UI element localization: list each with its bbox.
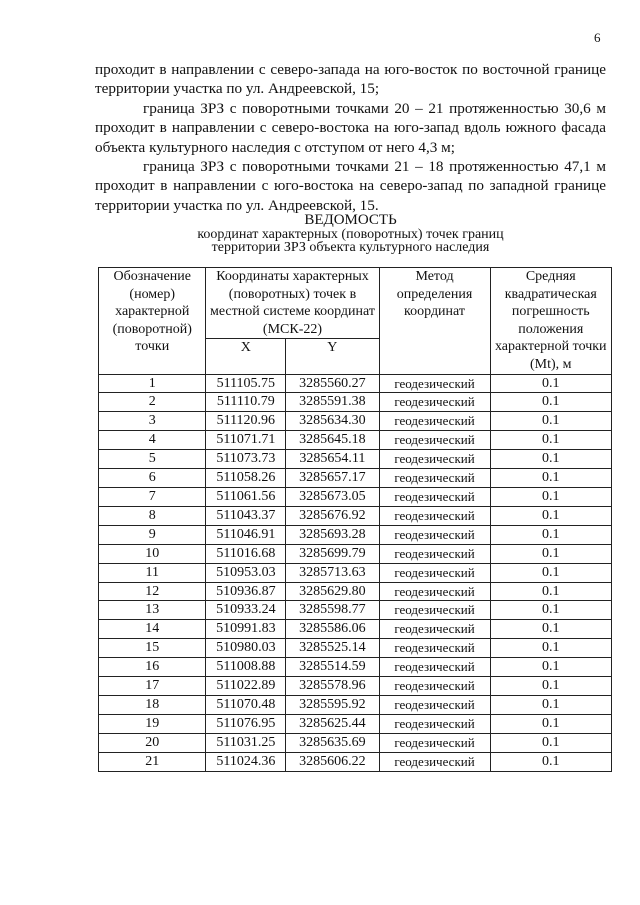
- table-row: [99, 544, 612, 563]
- cell-y: 3285606.22: [286, 752, 379, 771]
- cell-point: 6: [99, 469, 206, 488]
- cell-method: геодезический: [379, 639, 490, 658]
- cell-y: 3285625.44: [286, 714, 379, 733]
- cell-method: геодезический: [379, 677, 490, 696]
- cell-x: 510991.83: [206, 620, 286, 639]
- cell-x: 510936.87: [206, 582, 286, 601]
- cell-error: 0.1: [490, 450, 611, 469]
- cell-error: 0.1: [490, 639, 611, 658]
- cell-method: геодезический: [379, 620, 490, 639]
- cell-method: геодезический: [379, 525, 490, 544]
- title-line: координат характерных (поворотных) точек границ: [197, 227, 504, 242]
- table-row: [99, 506, 612, 525]
- cell-x: 511070.48: [206, 695, 286, 714]
- header-method: Метод определения координат: [379, 268, 490, 375]
- cell-method: геодезический: [379, 714, 490, 733]
- header-coords: Координаты характерных (поворотных) точек в местной системе координат (МСК-22): [206, 268, 379, 339]
- cell-method: геодезический: [379, 450, 490, 469]
- cell-method: геодезический: [379, 488, 490, 507]
- cell-x: 511110.79: [206, 393, 286, 412]
- cell-x: 511058.26: [206, 469, 286, 488]
- cell-method: геодезический: [379, 544, 490, 563]
- cell-y: 3285595.92: [286, 695, 379, 714]
- header-point: Обозначение (номер) характерной (поворотной) точки: [99, 268, 206, 375]
- cell-x: 510953.03: [206, 563, 286, 582]
- cell-point: 9: [99, 525, 206, 544]
- cell-x: 511008.88: [206, 658, 286, 677]
- cell-x: 511016.68: [206, 544, 286, 563]
- cell-error: 0.1: [490, 714, 611, 733]
- cell-method: геодезический: [379, 601, 490, 620]
- cell-method: геодезический: [379, 506, 490, 525]
- cell-error: 0.1: [490, 601, 611, 620]
- cell-x: 511120.96: [206, 412, 286, 431]
- cell-point: 20: [99, 733, 206, 752]
- table-row: [99, 488, 612, 507]
- cell-point: 2: [99, 393, 206, 412]
- table-row: [99, 563, 612, 582]
- cell-error: 0.1: [490, 469, 611, 488]
- cell-y: 3285525.14: [286, 639, 379, 658]
- cell-method: геодезический: [379, 658, 490, 677]
- cell-y: 3285634.30: [286, 412, 379, 431]
- cell-point: 12: [99, 582, 206, 601]
- cell-error: 0.1: [490, 393, 611, 412]
- cell-error: 0.1: [490, 506, 611, 525]
- table-row: [99, 525, 612, 544]
- cell-method: геодезический: [379, 374, 490, 393]
- paragraph: проходит в направлении с северо-запада на юго-восток по восточной границе территории участка по ул. Андреевской, 15;: [95, 61, 606, 98]
- cell-y: 3285645.18: [286, 431, 379, 450]
- cell-method: геодезический: [379, 563, 490, 582]
- cell-y: 3285560.27: [286, 374, 379, 393]
- cell-x: 511031.25: [206, 733, 286, 752]
- cell-point: 1: [99, 374, 206, 393]
- cell-point: 4: [99, 431, 206, 450]
- cell-method: геодезический: [379, 752, 490, 771]
- cell-method: геодезический: [379, 695, 490, 714]
- cell-point: 18: [99, 695, 206, 714]
- table-row: [99, 752, 612, 771]
- table-row: [99, 695, 612, 714]
- cell-error: 0.1: [490, 412, 611, 431]
- cell-method: геодезический: [379, 431, 490, 450]
- cell-error: 0.1: [490, 374, 611, 393]
- cell-point: 5: [99, 450, 206, 469]
- cell-error: 0.1: [490, 525, 611, 544]
- table-row: [99, 469, 612, 488]
- cell-point: 3: [99, 412, 206, 431]
- cell-point: 16: [99, 658, 206, 677]
- cell-point: 10: [99, 544, 206, 563]
- table-row: [99, 450, 612, 469]
- cell-method: геодезический: [379, 412, 490, 431]
- table-row: [99, 714, 612, 733]
- cell-y: 3285654.11: [286, 450, 379, 469]
- paragraph: граница ЗРЗ с поворотными точками 20 – 21 протяженностью 30,6 м проходит в направлении с северо-востока на юго-запад вдоль южного фасада объекта культурного наследия с отступом от него 4,3 м;: [95, 99, 606, 156]
- table-row: [99, 639, 612, 658]
- cell-x: 511071.71: [206, 431, 286, 450]
- cell-method: геодезический: [379, 393, 490, 412]
- cell-x: 510933.24: [206, 601, 286, 620]
- table-row: [99, 431, 612, 450]
- cell-y: 3285693.28: [286, 525, 379, 544]
- table-row: [99, 393, 612, 412]
- table-row: [99, 412, 612, 431]
- cell-error: 0.1: [490, 582, 611, 601]
- table-row: [99, 658, 612, 677]
- cell-error: 0.1: [490, 752, 611, 771]
- cell-y: 3285598.77: [286, 601, 379, 620]
- table-title: [95, 213, 606, 254]
- cell-point: 8: [99, 506, 206, 525]
- body-text: [95, 60, 606, 215]
- cell-point: 14: [99, 620, 206, 639]
- table-row: [99, 677, 612, 696]
- cell-y: 3285578.96: [286, 677, 379, 696]
- cell-y: 3285586.06: [286, 620, 379, 639]
- cell-x: 511076.95: [206, 714, 286, 733]
- cell-method: геодезический: [379, 469, 490, 488]
- title-line: территории ЗРЗ объекта культурного наследия: [211, 240, 490, 255]
- coordinates-table: [98, 267, 612, 772]
- cell-error: 0.1: [490, 677, 611, 696]
- table-row: [99, 374, 612, 393]
- cell-y: 3285629.80: [286, 582, 379, 601]
- header-error: Средняя квадратическая погрешность положения характерной точки (Mt), м: [490, 268, 611, 375]
- cell-error: 0.1: [490, 620, 611, 639]
- cell-point: 13: [99, 601, 206, 620]
- cell-method: геодезический: [379, 582, 490, 601]
- header-x: X: [206, 339, 286, 374]
- cell-point: 11: [99, 563, 206, 582]
- table-row: [99, 620, 612, 639]
- title-heading: ВЕДОМОСТЬ: [304, 212, 397, 228]
- cell-error: 0.1: [490, 563, 611, 582]
- cell-error: 0.1: [490, 658, 611, 677]
- cell-y: 3285657.17: [286, 469, 379, 488]
- cell-y: 3285713.63: [286, 563, 379, 582]
- cell-error: 0.1: [490, 544, 611, 563]
- cell-y: 3285514.59: [286, 658, 379, 677]
- table-row: [99, 733, 612, 752]
- cell-error: 0.1: [490, 695, 611, 714]
- cell-x: 511024.36: [206, 752, 286, 771]
- table-row: [99, 582, 612, 601]
- cell-x: 511046.91: [206, 525, 286, 544]
- cell-x: 510980.03: [206, 639, 286, 658]
- header-y: Y: [286, 339, 379, 374]
- cell-error: 0.1: [490, 488, 611, 507]
- cell-point: 21: [99, 752, 206, 771]
- cell-y: 3285673.05: [286, 488, 379, 507]
- cell-y: 3285676.92: [286, 506, 379, 525]
- cell-error: 0.1: [490, 733, 611, 752]
- cell-x: 511105.75: [206, 374, 286, 393]
- cell-x: 511022.89: [206, 677, 286, 696]
- cell-x: 511073.73: [206, 450, 286, 469]
- cell-y: 3285591.38: [286, 393, 379, 412]
- cell-error: 0.1: [490, 431, 611, 450]
- page-number: 6: [594, 30, 601, 45]
- cell-point: 15: [99, 639, 206, 658]
- cell-point: 7: [99, 488, 206, 507]
- cell-y: 3285635.69: [286, 733, 379, 752]
- paragraph: граница ЗРЗ с поворотными точками 21 – 18 протяженностью 47,1 м проходит в направлении с юго-востока на северо-запад по западной границе территории участка по ул. Андреевской, 15.: [95, 158, 606, 214]
- cell-y: 3285699.79: [286, 544, 379, 563]
- table-row: [99, 601, 612, 620]
- cell-x: 511043.37: [206, 506, 286, 525]
- cell-method: геодезический: [379, 733, 490, 752]
- cell-point: 17: [99, 677, 206, 696]
- cell-x: 511061.56: [206, 488, 286, 507]
- cell-point: 19: [99, 714, 206, 733]
